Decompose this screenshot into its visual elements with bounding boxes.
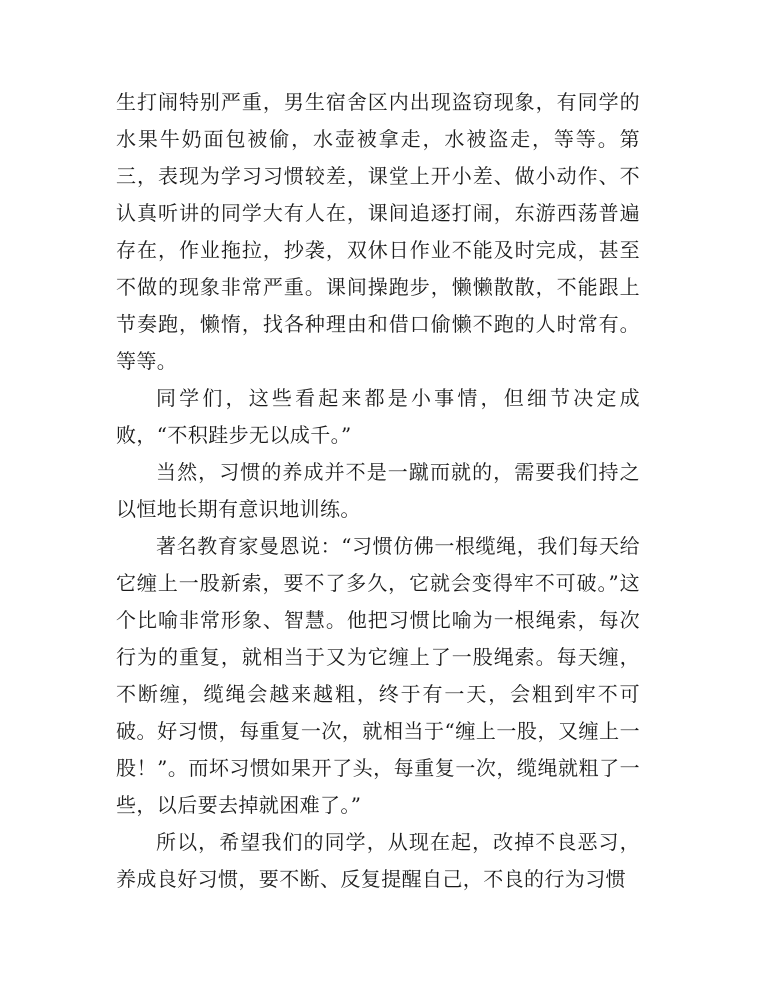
paragraph-3: 当然，习惯的养成并不是一蹴而就的，需要我们持之以恒地长期有意识地训练。 — [116, 460, 640, 521]
paragraph-1: 生打闹特别严重，男生宿舍区内出现盗窃现象，有同学的水果牛奶面包被偷，水壶被拿走，水被盗走，等等。第三，表现为学习习惯较差，课堂上开小差、做小动作、不认真听讲的同学大有人在，课间追逐打闹，东游西荡普遍存在，作业拖拉，抄袭，双休日作业不能及时完成，甚至不做的现象非常严重。课间操跑步，懒懒散散，不能跟上节奏跑，懒惰，找各种理由和借口偷懒不跑的人时常有。等等。 — [116, 90, 640, 373]
paragraph-2: 同学们，这些看起来都是小事情，但细节决定成败，“不积跬步无以成千。” — [116, 386, 640, 447]
document-body — [116, 84, 640, 898]
paragraph-4: 著名教育家曼恩说：“习惯仿佛一根缆绳，我们每天给它缠上一股新索，要不了多久，它就会变得牢不可破。”这个比喻非常形象、智慧。他把习惯比喻为一根绳索，每次行为的重复，就相当于又为它缠上了一股绳索。每天缠，不断缠，缆绳会越来越粗，终于有一天，会粗到牢不可破。好习惯，每重复一次，就相当于“缠上一股，又缠上一股！”。而坏习惯如果开了头，每重复一次，缆绳就粗了一些，以后要去掉就困难了。” — [116, 534, 640, 817]
paragraph-5: 所以，希望我们的同学，从现在起，改掉不良恶习，养成良好习惯，要不断、反复提醒自己，不良的行为习惯 — [116, 830, 640, 891]
